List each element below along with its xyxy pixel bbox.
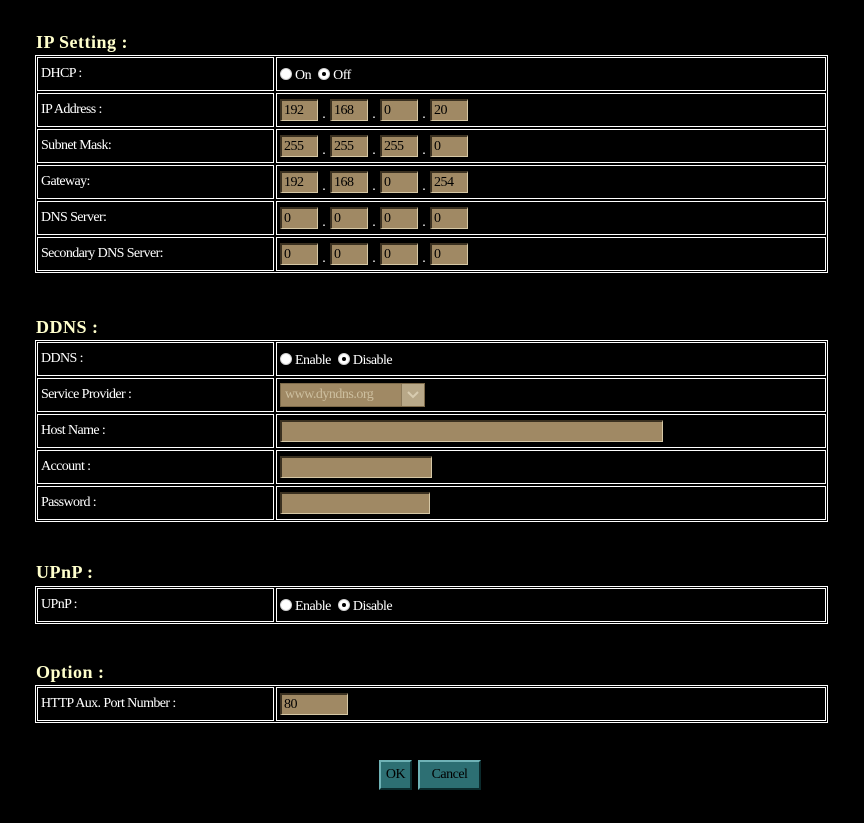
ip-address-octet-3[interactable]: 0 [380,99,418,121]
octet-separator: . [422,143,426,158]
dns-server-octet-3[interactable]: 0 [380,207,418,229]
password-input[interactable] [280,492,430,514]
gateway-octet-3[interactable]: 0 [380,171,418,193]
dns-server-value [276,201,826,235]
service-provider-label: Service Provider : [37,378,274,412]
ddns-value [276,342,826,376]
octet-separator: . [372,215,376,230]
ip-address-octet-2[interactable]: 168 [330,99,368,121]
dhcp-value [276,57,826,91]
subnet-mask-octet-3[interactable]: 255 [380,135,418,157]
ip-address-row [37,93,826,127]
subnet-mask-octet-4[interactable]: 0 [430,135,468,157]
cancel-button[interactable]: Cancel [418,760,481,790]
ip-setting-table [35,55,828,273]
octet-separator: . [422,107,426,122]
dns-server-row [37,201,826,235]
secondary-dns-label: Secondary DNS Server: [37,237,274,271]
octet-separator: . [372,143,376,158]
upnp-enable-radio[interactable] [280,599,292,611]
octet-separator: . [372,107,376,122]
host-name-label: Host Name : [37,414,274,448]
secondary-dns-octet-2[interactable]: 0 [330,243,368,265]
ddns-table [35,340,828,522]
subnet-mask-value [276,129,826,163]
upnp-disable-label: Disable [352,598,393,614]
ddns-row [37,342,826,376]
account-input[interactable] [280,456,432,478]
ddns-enable-radio[interactable] [280,353,292,365]
account-label: Account : [37,450,274,484]
account-value [276,450,826,484]
gateway-octet-4[interactable]: 254 [430,171,468,193]
password-row [37,486,826,520]
upnp-table [35,586,828,624]
octet-separator: . [422,179,426,194]
account-row [37,450,826,484]
upnp-value [276,588,826,622]
secondary-dns-row [37,237,826,271]
octet-separator: . [322,143,326,158]
service-provider-select[interactable] [280,383,425,407]
subnet-mask-row [37,129,826,163]
ddns-disable-radio[interactable] [338,353,350,365]
dhcp-off-label: Off [333,67,351,83]
ip-setting-title: IP Setting : [36,32,129,52]
gateway-octet-1[interactable]: 192 [280,171,318,193]
ddns-enable-label: Enable [295,352,331,368]
service-provider-selected: www.dyndns.org [285,387,374,402]
upnp-title: UPnP : [36,562,94,582]
host-name-row [37,414,826,448]
octet-separator: . [322,251,326,266]
subnet-mask-label: Subnet Mask: [37,129,274,163]
secondary-dns-octet-4[interactable]: 0 [430,243,468,265]
dns-server-octet-4[interactable]: 0 [430,207,468,229]
dhcp-row [37,57,826,91]
octet-separator: . [322,107,326,122]
secondary-dns-octet-1[interactable]: 0 [280,243,318,265]
gateway-row [37,165,826,199]
http-port-label: HTTP Aux. Port Number : [37,687,274,721]
service-provider-row [37,378,826,412]
password-value [276,486,826,520]
dhcp-label: DHCP : [37,57,274,91]
ip-address-octet-1[interactable]: 192 [280,99,318,121]
http-port-input[interactable]: 80 [280,693,348,715]
dhcp-on-radio[interactable] [280,68,292,80]
gateway-value [276,165,826,199]
ip-address-octet-4[interactable]: 20 [430,99,468,121]
ddns-title: DDNS : [36,317,99,337]
octet-separator: . [422,251,426,266]
http-port-row [37,687,826,721]
ip-address-label: IP Address : [37,93,274,127]
dns-server-label: DNS Server: [37,201,274,235]
dns-server-octet-2[interactable]: 0 [330,207,368,229]
option-table [35,685,828,723]
host-name-input[interactable] [280,420,663,442]
octet-separator: . [322,179,326,194]
gateway-label: Gateway: [37,165,274,199]
dhcp-off-radio[interactable] [318,68,330,80]
upnp-enable-label: Enable [295,598,331,614]
dhcp-on-label: On [295,67,312,83]
host-name-value [276,414,826,448]
secondary-dns-octet-3[interactable]: 0 [380,243,418,265]
http-port-value [276,687,826,721]
octet-separator: . [322,215,326,230]
password-label: Password : [37,486,274,520]
gateway-octet-2[interactable]: 168 [330,171,368,193]
octet-separator: . [422,215,426,230]
ok-button[interactable]: OK [379,760,412,790]
dns-server-octet-1[interactable]: 0 [280,207,318,229]
option-title: Option : [36,662,105,682]
octet-separator: . [372,251,376,266]
subnet-mask-octet-2[interactable]: 255 [330,135,368,157]
upnp-label: UPnP : [37,588,274,622]
subnet-mask-octet-1[interactable]: 255 [280,135,318,157]
octet-separator: . [372,179,376,194]
chevron-down-icon[interactable] [401,384,424,406]
ddns-label: DDNS : [37,342,274,376]
secondary-dns-value [276,237,826,271]
upnp-disable-radio[interactable] [338,599,350,611]
service-provider-value [276,378,826,412]
ip-address-value [276,93,826,127]
ddns-disable-label: Disable [352,352,393,368]
upnp-row [37,588,826,622]
